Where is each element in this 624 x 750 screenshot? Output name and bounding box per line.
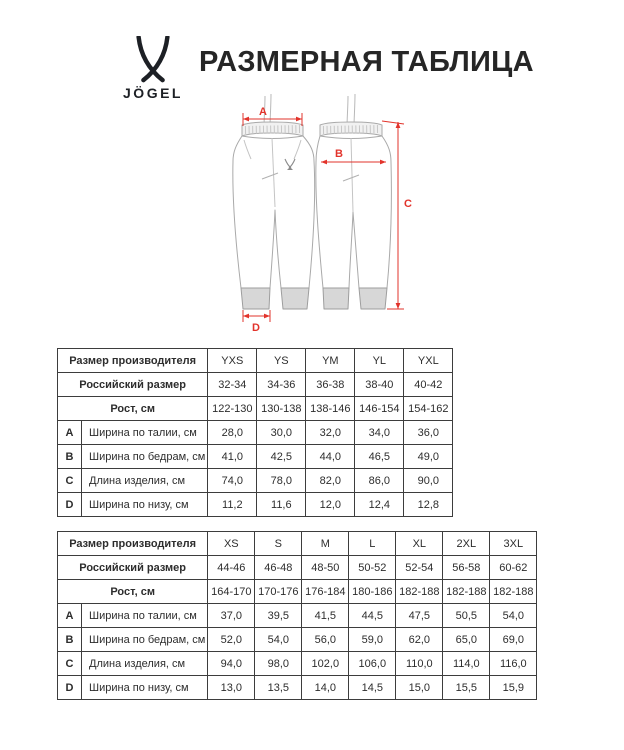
measure-value-cell: 62,0 — [396, 628, 443, 652]
measure-value-cell: 11,6 — [257, 493, 306, 517]
measure-value-cell: 46,5 — [355, 445, 404, 469]
size-value-cell: 180-186 — [349, 580, 396, 604]
size-value-cell: 170-176 — [255, 580, 302, 604]
size-value-cell: YXS — [208, 349, 257, 373]
page-title: РАЗМЕРНАЯ ТАБЛИЦА — [199, 46, 534, 78]
dimension-d-label: D — [252, 322, 260, 334]
size-value-cell: 138-146 — [306, 397, 355, 421]
size-value-cell: 182-188 — [396, 580, 443, 604]
size-value-cell: 2XL — [443, 532, 490, 556]
size-value-cell: 130-138 — [257, 397, 306, 421]
measure-value-cell: 42,5 — [257, 445, 306, 469]
header-label-cell: Российский размер — [58, 373, 208, 397]
size-value-cell: 52-54 — [396, 556, 443, 580]
size-table-youth — [57, 348, 453, 517]
measure-value-cell: 13,5 — [255, 676, 302, 700]
size-value-cell: 32-34 — [208, 373, 257, 397]
measure-value-cell: 12,8 — [404, 493, 453, 517]
size-value-cell: 46-48 — [255, 556, 302, 580]
table-header-row — [58, 397, 453, 421]
measure-name-cell: Ширина по талии, см — [82, 421, 208, 445]
measure-value-cell: 86,0 — [355, 469, 404, 493]
size-value-cell: 60-62 — [490, 556, 537, 580]
dimension-d-arrow — [243, 310, 270, 334]
measure-value-cell: 36,0 — [404, 421, 453, 445]
size-value-cell: 38-40 — [355, 373, 404, 397]
measure-value-cell: 54,0 — [490, 604, 537, 628]
measure-value-cell: 44,5 — [349, 604, 396, 628]
size-value-cell: 44-46 — [208, 556, 255, 580]
table-measure-row — [58, 652, 537, 676]
measure-value-cell: 94,0 — [208, 652, 255, 676]
measure-letter-cell: B — [58, 445, 82, 469]
size-value-cell: XL — [396, 532, 443, 556]
measure-value-cell: 13,0 — [208, 676, 255, 700]
header-label-cell: Размер производителя — [58, 349, 208, 373]
measure-value-cell: 12,4 — [355, 493, 404, 517]
pants-back-view — [316, 94, 392, 309]
measure-value-cell: 28,0 — [208, 421, 257, 445]
measure-letter-cell: C — [58, 652, 82, 676]
measure-value-cell: 47,5 — [396, 604, 443, 628]
measure-value-cell: 98,0 — [255, 652, 302, 676]
header-label-cell: Размер производителя — [58, 532, 208, 556]
size-value-cell: 176-184 — [302, 580, 349, 604]
jogel-logo-icon — [129, 36, 177, 84]
table-measure-row — [58, 445, 453, 469]
measure-name-cell: Ширина по низу, см — [82, 676, 208, 700]
size-value-cell: 146-154 — [355, 397, 404, 421]
measure-name-cell: Ширина по талии, см — [82, 604, 208, 628]
size-table-adult — [57, 531, 537, 700]
size-value-cell: XS — [208, 532, 255, 556]
measure-letter-cell: A — [58, 604, 82, 628]
measure-value-cell: 74,0 — [208, 469, 257, 493]
pants-measurement-diagram — [195, 88, 440, 340]
size-value-cell: 122-130 — [208, 397, 257, 421]
size-value-cell: 3XL — [490, 532, 537, 556]
brand-logo — [108, 36, 198, 101]
measure-value-cell: 54,0 — [255, 628, 302, 652]
table-measure-row — [58, 469, 453, 493]
measure-value-cell: 52,0 — [208, 628, 255, 652]
measure-letter-cell: A — [58, 421, 82, 445]
measure-value-cell: 37,0 — [208, 604, 255, 628]
measure-value-cell: 34,0 — [355, 421, 404, 445]
measure-value-cell: 69,0 — [490, 628, 537, 652]
size-value-cell: YXL — [404, 349, 453, 373]
size-value-cell: YS — [257, 349, 306, 373]
size-value-cell: 164-170 — [208, 580, 255, 604]
measure-value-cell: 15,5 — [443, 676, 490, 700]
measure-value-cell: 41,0 — [208, 445, 257, 469]
measure-value-cell: 90,0 — [404, 469, 453, 493]
measure-value-cell: 30,0 — [257, 421, 306, 445]
measure-value-cell: 39,5 — [255, 604, 302, 628]
size-value-cell: 182-188 — [490, 580, 537, 604]
measure-value-cell: 44,0 — [306, 445, 355, 469]
table-measure-row — [58, 604, 537, 628]
measure-value-cell: 14,5 — [349, 676, 396, 700]
header-label-cell: Рост, см — [58, 397, 208, 421]
measure-value-cell: 41,5 — [302, 604, 349, 628]
size-value-cell: YM — [306, 349, 355, 373]
measure-name-cell: Ширина по бедрам, см — [82, 628, 208, 652]
measure-value-cell: 50,5 — [443, 604, 490, 628]
measure-name-cell: Длина изделия, см — [82, 469, 208, 493]
pants-front-view — [233, 94, 315, 309]
measure-letter-cell: B — [58, 628, 82, 652]
measure-value-cell: 14,0 — [302, 676, 349, 700]
measure-name-cell: Длина изделия, см — [82, 652, 208, 676]
size-value-cell: 154-162 — [404, 397, 453, 421]
measure-letter-cell: D — [58, 676, 82, 700]
measure-letter-cell: D — [58, 493, 82, 517]
measure-value-cell: 110,0 — [396, 652, 443, 676]
table-header-row — [58, 373, 453, 397]
measure-value-cell: 12,0 — [306, 493, 355, 517]
measure-letter-cell: C — [58, 469, 82, 493]
size-value-cell: 182-188 — [443, 580, 490, 604]
measure-name-cell: Ширина по низу, см — [82, 493, 208, 517]
measure-value-cell: 78,0 — [257, 469, 306, 493]
header-label-cell: Рост, см — [58, 580, 208, 604]
measure-value-cell: 114,0 — [443, 652, 490, 676]
dimension-a-label: A — [259, 106, 267, 118]
size-value-cell: M — [302, 532, 349, 556]
measure-value-cell: 65,0 — [443, 628, 490, 652]
brand-name: JÖGEL — [123, 85, 183, 101]
measure-value-cell: 15,9 — [490, 676, 537, 700]
size-value-cell: 40-42 — [404, 373, 453, 397]
measure-value-cell: 106,0 — [349, 652, 396, 676]
table-header-row — [58, 580, 537, 604]
size-value-cell: S — [255, 532, 302, 556]
measure-value-cell: 49,0 — [404, 445, 453, 469]
dimension-c-label: C — [404, 198, 412, 210]
measure-value-cell: 15,0 — [396, 676, 443, 700]
size-value-cell: 36-38 — [306, 373, 355, 397]
table-measure-row — [58, 493, 453, 517]
size-value-cell: 50-52 — [349, 556, 396, 580]
measure-value-cell: 11,2 — [208, 493, 257, 517]
table-header-row — [58, 532, 537, 556]
table-header-row — [58, 556, 537, 580]
table-measure-row — [58, 676, 537, 700]
size-value-cell: L — [349, 532, 396, 556]
table-measure-row — [58, 628, 537, 652]
header-label-cell: Российский размер — [58, 556, 208, 580]
dimension-b-label: B — [335, 148, 343, 160]
table-header-row — [58, 349, 453, 373]
measure-value-cell: 56,0 — [302, 628, 349, 652]
measure-value-cell: 82,0 — [306, 469, 355, 493]
measure-name-cell: Ширина по бедрам, см — [82, 445, 208, 469]
size-value-cell: 48-50 — [302, 556, 349, 580]
measure-value-cell: 32,0 — [306, 421, 355, 445]
measure-value-cell: 102,0 — [302, 652, 349, 676]
table-measure-row — [58, 421, 453, 445]
measure-value-cell: 59,0 — [349, 628, 396, 652]
measure-value-cell: 116,0 — [490, 652, 537, 676]
size-value-cell: YL — [355, 349, 404, 373]
size-value-cell: 56-58 — [443, 556, 490, 580]
size-value-cell: 34-36 — [257, 373, 306, 397]
